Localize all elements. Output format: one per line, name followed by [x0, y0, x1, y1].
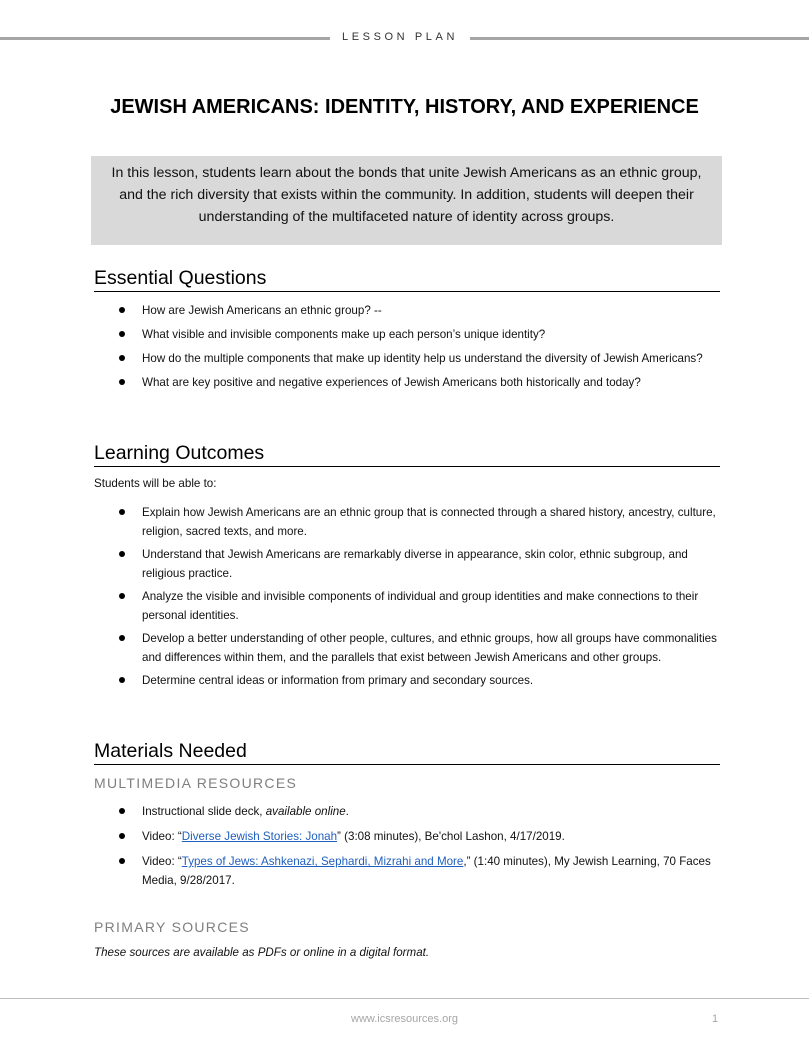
- bullet-icon: [119, 593, 125, 599]
- list-item: Determine central ideas or information from primary and secondary sources.: [94, 671, 720, 690]
- list-item: How are Jewish Americans an ethnic group? --: [94, 301, 720, 320]
- learning-outcomes-list: [94, 503, 720, 690]
- list-item: Understand that Jewish Americans are remarkably diverse in appearance, skin color, ethnic subgroup, and religious practice.: [94, 545, 720, 583]
- primary-sources-note: These sources are available as PDFs or online in a digital format.: [94, 946, 430, 959]
- multimedia-list: [94, 802, 720, 890]
- bullet-icon: [119, 635, 125, 641]
- bullet-icon: [119, 355, 125, 361]
- list-item: Analyze the visible and invisible components of individual and group identities and make connections to their personal identities.: [94, 587, 720, 625]
- list-item: What are key positive and negative experiences of Jewish Americans both historically and today?: [94, 373, 720, 392]
- intro-box: In this lesson, students learn about the bonds that unite Jewish Americans as an ethnic group, and the rich diversity that exists within the community. In addition, students will deepen their understanding of the multifaceted nature of identity across groups.: [91, 156, 722, 245]
- learning-outcomes-heading: Learning Outcomes: [94, 441, 720, 467]
- list-item: What visible and invisible components make up each person’s unique identity?: [94, 325, 720, 344]
- list-item: Instructional slide deck, available online.: [94, 802, 720, 821]
- multimedia-resources-heading: MULTIMEDIA RESOURCES: [94, 775, 298, 791]
- list-item: Develop a better understanding of other people, cultures, and ethnic groups, how all groups have commonalities and differences within them, and the parallels that exist between Jewish Americans and other groups.: [94, 629, 720, 667]
- primary-sources-heading: PRIMARY SOURCES: [94, 919, 250, 935]
- essential-questions-heading: Essential Questions: [94, 266, 720, 292]
- bullet-icon: [119, 307, 125, 313]
- list-item: How do the multiple components that make up identity help us understand the diversity of Jewish Americans?: [94, 349, 720, 368]
- list-item: Video: “Types of Jews: Ashkenazi, Sephardi, Mizrahi and More,” (1:40 minutes), My Jewish Learning, 70 Faces Media, 9/28/2017.: [94, 852, 720, 890]
- page-title: JEWISH AMERICANS: IDENTITY, HISTORY, AND EXPERIENCE: [110, 96, 699, 118]
- bullet-icon: [119, 833, 125, 839]
- materials-heading: Materials Needed: [94, 739, 720, 765]
- header-rule-left: [0, 37, 330, 40]
- bullet-icon: [119, 551, 125, 557]
- video-link-types-of-jews[interactable]: Types of Jews: Ashkenazi, Sephardi, Mizrahi and More: [181, 855, 464, 868]
- bullet-icon: [119, 677, 125, 683]
- header-rule-right: [470, 37, 809, 40]
- essential-questions-list: [94, 301, 720, 392]
- bullet-icon: [119, 379, 125, 385]
- header-label: LESSON PLAN: [341, 31, 459, 43]
- bullet-icon: [119, 808, 125, 814]
- video-link-jonah[interactable]: Diverse Jewish Stories: Jonah: [181, 830, 338, 843]
- list-item: Video: “Diverse Jewish Stories: Jonah” (3:08 minutes), Be'chol Lashon, 4/17/2019.: [94, 827, 720, 846]
- page-number: 1: [712, 1013, 719, 1025]
- bullet-icon: [119, 509, 125, 515]
- footer-rule: [0, 998, 809, 999]
- bullet-icon: [119, 858, 125, 864]
- list-item: Explain how Jewish Americans are an ethnic group that is connected through a shared history, ancestry, culture, religion, sacred texts, and more.: [94, 503, 720, 541]
- learning-outcomes-intro: Students will be able to:: [94, 477, 217, 490]
- bullet-icon: [119, 331, 125, 337]
- footer-url: www.icsresources.org: [351, 1013, 458, 1025]
